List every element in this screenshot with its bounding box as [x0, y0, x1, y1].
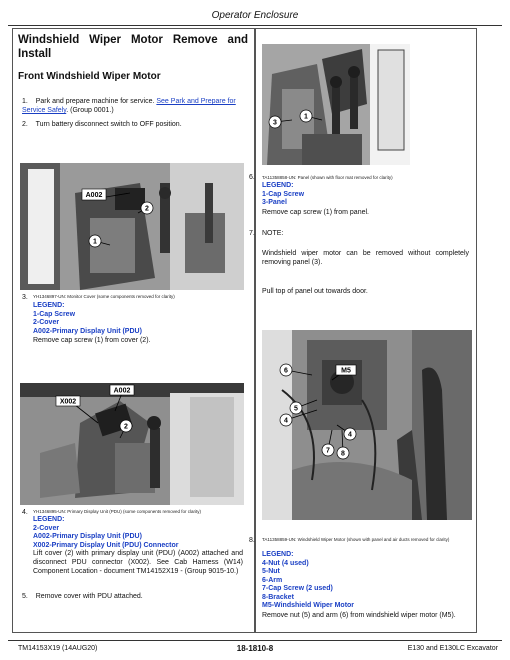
legend-title: LEGEND: [262, 182, 294, 189]
step-6-caption: TA11358858-UN: Panel (shown with floor mat removed for clarity) [262, 175, 393, 180]
callout-5: 5 [294, 405, 298, 413]
page-header-title: Operator Enclosure [211, 10, 299, 21]
callout-a002: A002 [113, 387, 131, 395]
legend-item: 5-Nut [262, 568, 280, 575]
legend-title: LEGEND: [33, 516, 65, 523]
step-suffix: . (Group 0001.) [66, 107, 114, 114]
step-number: 2. [22, 121, 28, 128]
legend-item: 7-Cap Screw (2 used) [262, 585, 333, 592]
step-5 [22, 592, 247, 601]
header-divider [8, 25, 502, 26]
legend-item: X002-Primary Display Unit (PDU) Connector [33, 541, 179, 549]
step-7-text: Pull top of panel out towards door. [262, 288, 368, 295]
step-number: 5. [22, 593, 28, 600]
step-6-text: Remove cap screw (1) from panel. [262, 209, 369, 216]
step-3-legend [33, 302, 243, 336]
step-3-caption: YH1346897-UN: Monitor Cover (some components removed for clarity) [33, 294, 175, 299]
step-text: Turn battery disconnect switch to OFF position. [35, 121, 182, 128]
callout-2: 2 [145, 205, 149, 213]
note-label: NOTE: [262, 230, 284, 237]
footer-model: E130 and E130LC Excavator [407, 645, 498, 652]
callout-a002: A002 [85, 192, 103, 199]
note-text: Windshield wiper motor can be removed without completely removing panel (3). [262, 250, 469, 266]
footer-page-number: 18-1810-8 [236, 644, 274, 653]
legend-item: 6-Arm [262, 576, 283, 584]
step-8-number: 8. [249, 537, 255, 544]
step-4-number: 4. [22, 509, 28, 516]
legend-item: A002-Primary Display Unit (PDU) [33, 533, 142, 540]
step-4-legend [33, 516, 243, 550]
monitor-cover-photo [20, 163, 244, 290]
step-6-legend [262, 182, 472, 208]
step-number: 1. [22, 98, 28, 105]
legend-title: LEGEND: [262, 551, 294, 558]
section-subtitle: Front Windshield Wiper Motor [18, 71, 161, 82]
panel-photo [262, 44, 410, 165]
section-title: Windshield Wiper Motor Remove and Install [18, 34, 248, 60]
footer-doc-id: TM14153X19 (14AUG20) [18, 645, 98, 652]
step-1 [22, 97, 247, 115]
callout-2: 2 [124, 423, 128, 431]
step-4-caption: YH1346895-UN: Primary Display Unit (PDU) (some components removed for clarity) [33, 509, 202, 514]
legend-title: LEGEND: [33, 302, 65, 309]
callout-6: 6 [284, 367, 288, 375]
callout-1: 1 [93, 238, 97, 246]
callout-3: 3 [273, 119, 277, 127]
step-2 [22, 120, 247, 129]
legend-item: 8-Bracket [262, 593, 294, 601]
callout-4: 4 [284, 417, 288, 425]
legend-item: 2-Cover [33, 524, 60, 532]
safety-link[interactable]: See Park and Prepare for Service Safely [22, 98, 236, 114]
legend-item: 1-Cap Screw [33, 310, 76, 318]
step-3-text: Remove cap screw (1) from cover (2). [33, 337, 151, 344]
legend-item: 1-Cap Screw [262, 190, 305, 198]
legend-item: M5-Windshield Wiper Motor [262, 602, 355, 609]
step-4-text: Lift cover (2) with primary display unit (PDU) (A002) attached and disconnect PDU connector (X002). See Cab Harness (W14) Component Location - document TM14152X19 - (Group 9015-10.) [33, 550, 243, 575]
callout-x002: X002 [59, 398, 77, 406]
step-3-number: 3. [22, 294, 28, 301]
legend-item: 4-Nut (4 used) [262, 559, 309, 567]
step-8-text: Remove nut (5) and arm (6) from windshield wiper motor (M5). [262, 612, 456, 619]
step-8-legend [262, 551, 472, 611]
step-6-number: 6. [249, 174, 255, 181]
callout-7: 7 [326, 447, 330, 455]
callout-m5: M5 [341, 367, 351, 375]
step-7-number: 7. [249, 230, 255, 237]
wiper-motor-photo [262, 330, 472, 520]
legend-item: 3-Panel [262, 199, 287, 206]
step-8-caption: TA11358859-UN: Windshield Wiper Motor (shown with panel and air ducts removed for clarity) [262, 537, 450, 542]
legend-item: 2-Cover [33, 319, 60, 326]
legend-item: A002-Primary Display Unit (PDU) [33, 327, 142, 335]
footer-divider [8, 640, 502, 641]
callout-8: 8 [341, 450, 345, 458]
step-text: Remove cover with PDU attached. [35, 593, 143, 600]
step-text: Park and prepare machine for service. [35, 98, 155, 105]
callout-4: 4 [348, 431, 352, 439]
pdu-photo [20, 383, 244, 505]
callout-1: 1 [304, 113, 308, 121]
